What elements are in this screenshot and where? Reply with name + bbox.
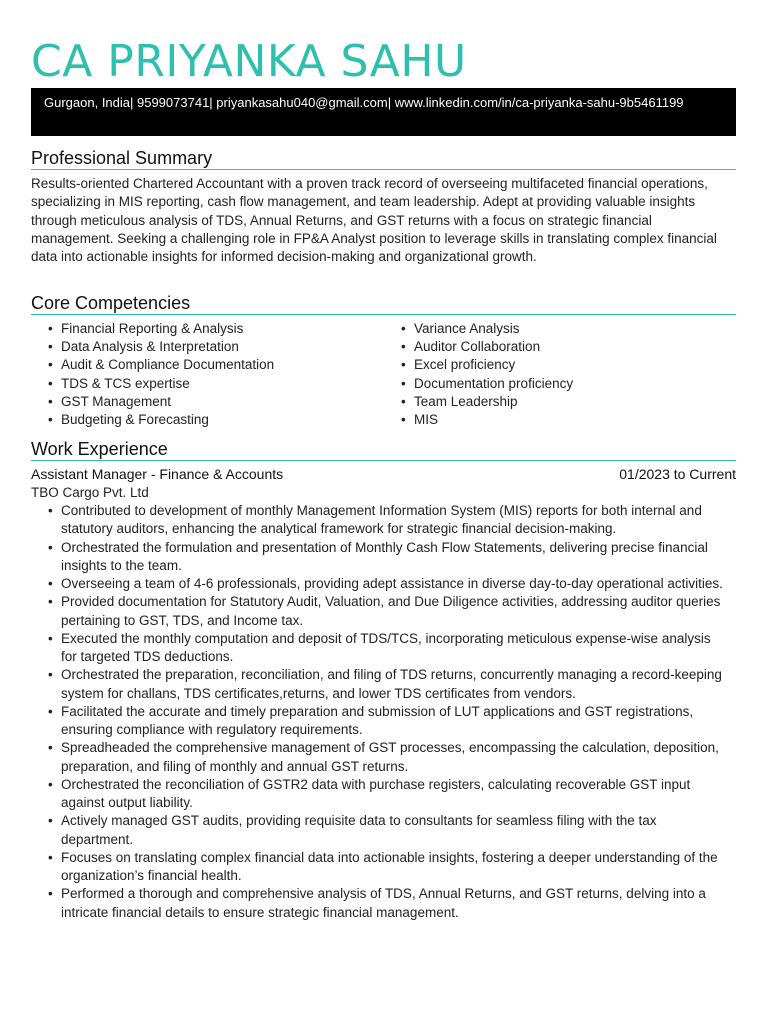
experience-bullet: • Orchestrated the formulation and presentation of Monthly Cash Flow Statements, delivering precise financial insights to the team. bbox=[48, 539, 723, 576]
competency-item: • MIS bbox=[401, 411, 573, 429]
job-title: Assistant Manager - Finance & Accounts bbox=[31, 466, 284, 482]
competency-item: • Data Analysis & Interpretation bbox=[48, 338, 274, 356]
experience-bullet: • Orchestrated the preparation, reconciliation, and filing of TDS returns, concurrently managing a record-keeping system for challans, TDS certificates,returns, and lower TDS certificates from vendors. bbox=[48, 666, 723, 703]
competency-item: • Budgeting & Forecasting bbox=[48, 411, 274, 429]
candidate-name: CA PRIYANKA SAHU bbox=[31, 36, 467, 87]
competency-item: • Team Leadership bbox=[401, 393, 573, 411]
company-name: TBO Cargo Pvt. Ltd bbox=[31, 485, 149, 500]
experience-bullet: • Performed a thorough and comprehensive analysis of TDS, Annual Returns, and GST returns, delving into a intricate financial details to ensure strategic financial management. bbox=[48, 885, 723, 922]
competency-item: • Documentation proficiency bbox=[401, 375, 573, 393]
competency-item: • Variance Analysis bbox=[401, 320, 573, 338]
section-title-experience: Work Experience bbox=[31, 437, 736, 461]
contact-bar bbox=[31, 88, 736, 136]
experience-bullet: • Facilitated the accurate and timely preparation and submission of LUT applications and GST registrations, ensuring compliance with regulatory requirements. bbox=[48, 703, 723, 740]
experience-bullet: • Executed the monthly computation and deposit of TDS/TCS, incorporating meticulous expense-wise analysis for targeted TDS deductions. bbox=[48, 630, 723, 667]
competency-item: • Financial Reporting & Analysis bbox=[48, 320, 274, 338]
competency-item: • Auditor Collaboration bbox=[401, 338, 573, 356]
experience-bullet: • Orchestrated the reconciliation of GSTR2 data with purchase registers, calculating recoverable GST input against output liability. bbox=[48, 776, 723, 813]
competencies-left-list bbox=[48, 320, 274, 429]
competencies-right-list bbox=[401, 320, 573, 429]
section-title-summary: Professional Summary bbox=[31, 146, 736, 170]
experience-bullet: • Contributed to development of monthly Management Information System (MIS) reports for both internal and statutory auditors, enhancing the analytical framework for strategic financial decision-making. bbox=[48, 502, 723, 539]
competency-item: • Excel proficiency bbox=[401, 356, 573, 374]
experience-bullet-list bbox=[48, 502, 723, 922]
summary-text: Results-oriented Chartered Accountant with a proven track record of overseeing multifaceted financial operations, specializing in MIS reporting, cash flow management, and team leadership. Adept at providing valuable insights through meticulous analysis of TDS, Annual Returns, and GST returns with a focus on strategic financial management. Seeking a challenging role in FP&A Analyst position to leverage skills in translating complex financial data into actionable insights for informed decision-making and organizational growth. bbox=[31, 176, 717, 265]
job-date: 01/2023 to Current bbox=[619, 466, 736, 482]
experience-bullet: • Actively managed GST audits, providing requisite data to consultants for seamless filing with the tax department. bbox=[48, 812, 723, 849]
competency-item: • Audit & Compliance Documentation bbox=[48, 356, 274, 374]
experience-bullet: • Provided documentation for Statutory Audit, Valuation, and Due Diligence activities, addressing auditor queries pertaining to GST, TDS, and Income tax. bbox=[48, 593, 723, 630]
competency-item: • GST Management bbox=[48, 393, 274, 411]
competency-item: • TDS & TCS expertise bbox=[48, 375, 274, 393]
section-title-competencies: Core Competencies bbox=[31, 291, 736, 315]
experience-bullet: • Focuses on translating complex financial data into actionable insights, fostering a deeper understanding of the organization’s financial health. bbox=[48, 849, 723, 886]
contact-info: Gurgaon, India| 9599073741| priyankasahu040@gmail.com| www.linkedin.com/in/ca-priyanka-sahu-9b5461199 bbox=[44, 95, 684, 110]
experience-bullet: • Overseeing a team of 4-6 professionals, providing adept assistance in diverse day-to-day operational activities. bbox=[48, 575, 723, 593]
experience-bullet: • Spreadheaded the comprehensive management of GST processes, encompassing the calculation, deposition, preparation, and filing of monthly and annual GST returns. bbox=[48, 739, 723, 776]
